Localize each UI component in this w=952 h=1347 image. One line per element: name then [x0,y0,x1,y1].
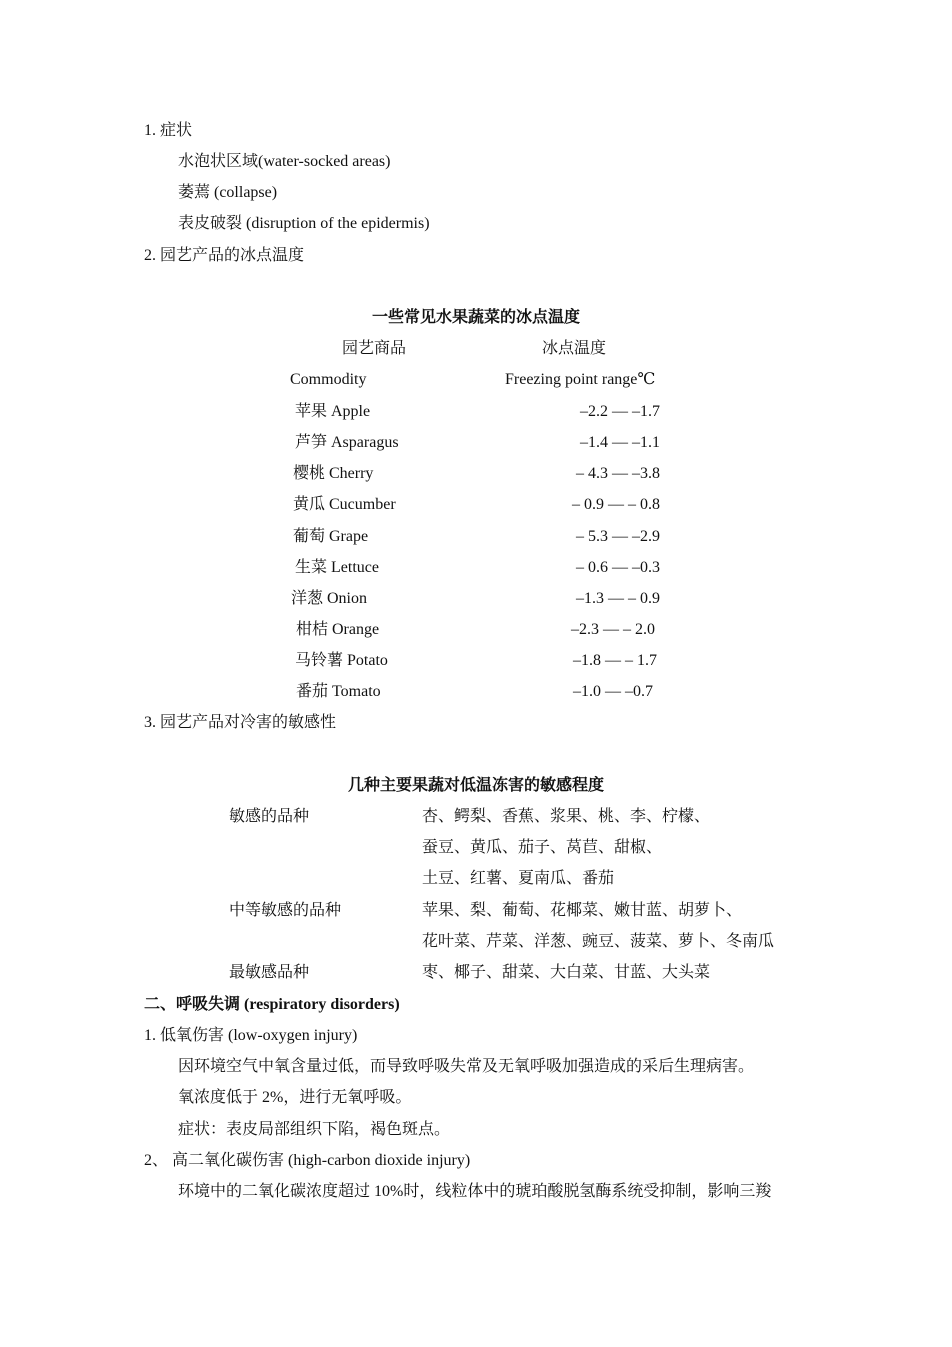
freezing-range: –2.3 — – 2.0 [571,621,655,638]
freezing-col1-header-en: Commodity [290,371,367,388]
commodity-name: 生菜 Lettuce [295,559,379,576]
sensitivity-group-label: 中等敏感的品种 [229,902,342,919]
commodity-name: 洋葱 Onion [291,590,368,607]
freezing-range: –1.3 — – 0.9 [576,590,660,607]
freezing-range: – 0.6 — –0.3 [576,559,660,576]
symptom-item: 水泡状区域(water-socked areas) [178,153,391,170]
commodity-name: 黄瓜 Cucumber [293,496,396,513]
commodity-name: 芦笋 Asparagus [295,434,399,451]
freezing-col1-header: 园艺商品 [342,340,407,357]
paragraph-line: 症状：表皮局部组织下陷，褐色斑点。 [178,1121,451,1138]
sensitivity-group-label: 敏感的品种 [229,808,310,825]
commodity-name: 苹果 Apple [295,403,371,420]
section-heading-chilling: 3. 园艺产品对冷害的敏感性 [144,714,337,731]
freezing-range: – 4.3 — –3.8 [576,465,660,482]
paragraph-line: 氧浓度低于 2%，进行无氧呼吸。 [178,1089,412,1106]
paragraph-line: 环境中的二氧化碳浓度超过 10%时，线粒体中的琥珀酸脱氢酶系统受抑制，影响三羧 [178,1183,772,1200]
freezing-range: – 0.9 — – 0.8 [572,496,660,513]
sensitivity-group-line: 土豆、红薯、夏南瓜、番茄 [422,870,615,887]
freezing-range: –1.4 — –1.1 [580,434,660,451]
symptom-item: 表皮破裂 (disruption of the epidermis) [178,215,430,232]
sensitivity-group-line: 蚕豆、黄瓜、茄子、莴苣、甜椒、 [422,839,663,856]
sensitivity-group-line: 枣、椰子、甜菜、大白菜、甘蓝、大头菜 [422,964,711,981]
section-heading-respiratory: 二、呼吸失调 (respiratory disorders) [144,996,400,1013]
commodity-name: 马铃薯 Potato [295,652,388,669]
commodity-name: 樱桃 Cherry [293,465,374,482]
freezing-range: –1.0 — –0.7 [573,683,653,700]
symptom-item: 萎蔫 (collapse) [178,184,278,201]
section-heading-symptoms: 1. 症状 [144,122,193,139]
sensitivity-group-line: 杏、鳄梨、香蕉、浆果、桃、李、柠檬、 [422,808,711,825]
section-heading-freezing: 2. 园艺产品的冰点温度 [144,247,305,264]
subsection-heading-high-co2: 2、 高二氧化碳伤害 (high-carbon dioxide injury) [144,1152,471,1169]
subsection-heading-low-oxygen: 1. 低氧伤害 (low-oxygen injury) [144,1027,358,1044]
freezing-col2-header-en: Freezing point range℃ [505,371,656,388]
freezing-range: –2.2 — –1.7 [580,403,660,420]
freezing-col2-header: 冰点温度 [542,340,607,357]
commodity-name: 柑桔 Orange [296,621,380,638]
freezing-range: –1.8 — – 1.7 [573,652,657,669]
freezing-table-title: 一些常见水果蔬菜的冰点温度 [371,309,580,326]
freezing-range: – 5.3 — –2.9 [576,528,660,545]
sensitivity-table-title: 几种主要果蔬对低温冻害的敏感程度 [347,777,604,794]
sensitivity-group-line: 苹果、梨、葡萄、花椰菜、嫩甘蓝、胡萝卜、 [422,902,743,919]
sensitivity-group-line: 花叶菜、芹菜、洋葱、豌豆、菠菜、萝卜、冬南瓜 [422,933,775,950]
commodity-name: 番茄 Tomato [296,683,381,700]
sensitivity-group-label: 最敏感品种 [229,964,310,981]
paragraph-line: 因环境空气中氧含量过低，而导致呼吸失常及无氧呼吸加强造成的采后生理病害。 [178,1058,755,1075]
commodity-name: 葡萄 Grape [293,528,369,545]
